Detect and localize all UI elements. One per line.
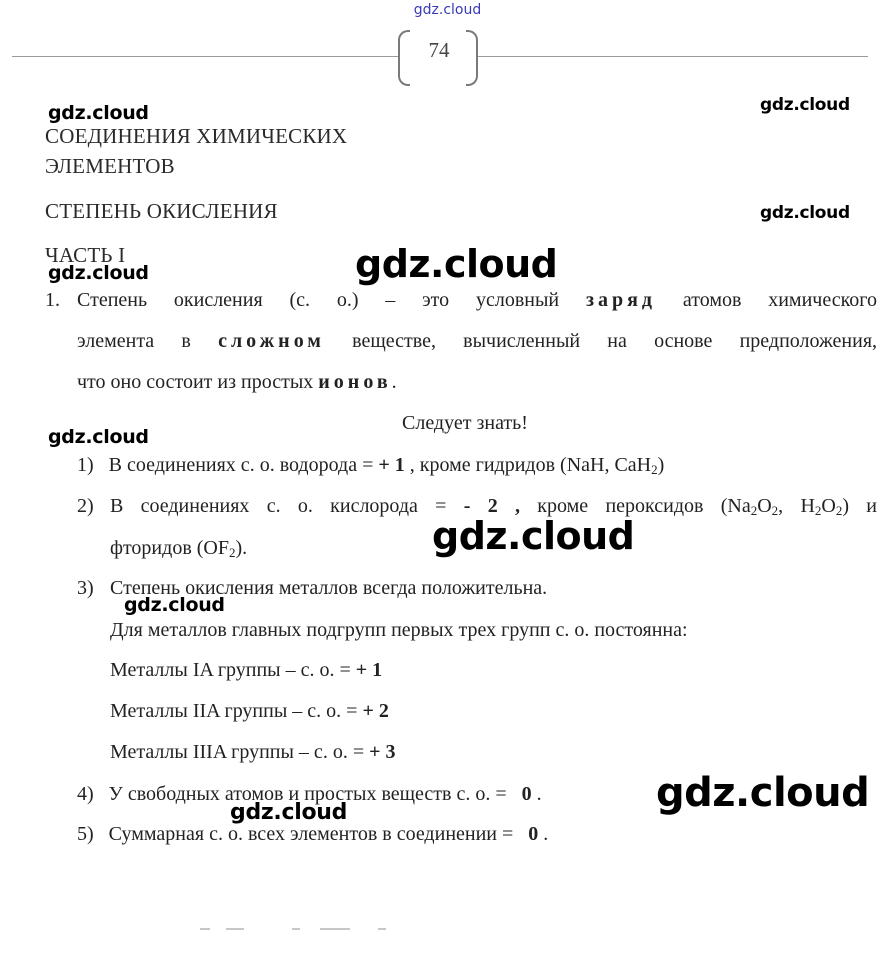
rule-4: 4) У свободных атомов и простых веществ с. о. = 0 . — [77, 783, 542, 805]
rule-3-line1: Степень окисления металлов всегда положительна. — [110, 577, 548, 599]
chapter-title-line1: СОЕДИНЕНИЯ ХИМИЧЕСКИХ — [45, 124, 348, 148]
task-number: 1. — [45, 289, 60, 311]
notice-heading: Следует знать! — [402, 412, 528, 434]
rule-5: 5) Суммарная с. о. всех элементов в соединении = 0 . — [77, 823, 549, 845]
task1-line2: элемента в сложном веществе, вычисленный на основе предположения, — [77, 330, 878, 352]
watermark: gdz.cloud — [760, 95, 850, 115]
answer-blank-3: ионов — [318, 371, 392, 393]
scan-artifact — [200, 928, 400, 936]
answer-blank-1: заряд — [585, 289, 657, 311]
rule-3-group-iiia: Металлы IIIA группы – с. о. = + 3 — [110, 741, 396, 763]
rule-2-line1: В соединениях с. о. кислорода = - 2 , кроме пероксидов ($Na_2O_2$, $H_2O_2$) и — [110, 495, 878, 518]
watermark: gdz.cloud — [432, 514, 635, 558]
part-title: ЧАСТЬ I — [45, 243, 126, 267]
rule-3-number: 3) — [77, 577, 94, 599]
rule-3-line2: Для металлов главных подгрупп первых трех групп с. о. постоянна: — [110, 619, 688, 641]
section-title: СТЕПЕНЬ ОКИСЛЕНИЯ — [45, 199, 278, 223]
watermark: gdz.cloud — [760, 203, 850, 223]
watermark: gdz.cloud — [230, 800, 348, 825]
answer-blank-4: 0 — [521, 783, 532, 805]
task1-line1: Степень окисления (с. о.) – это условный заряд атомов химического — [77, 289, 878, 311]
rule-3-group-iia: Металлы IIA группы – с. о. = + 2 — [110, 700, 389, 722]
watermark: gdz.cloud — [48, 262, 149, 284]
rule-2-line2: фторидов $(OF_2)$. — [110, 537, 248, 560]
rule-2-number: 2) — [77, 495, 94, 517]
watermark: gdz.cloud — [124, 594, 225, 616]
page-number: 74 — [428, 38, 450, 62]
rule-1: 1) В соединениях с. о. водорода = + 1 , кроме гидридов (NaH, CaH$_2$) — [77, 454, 665, 477]
task1-line3: что оно состоит из простых ионов. — [77, 371, 397, 393]
chapter-title-line2: ЭЛЕМЕНТОВ — [45, 154, 175, 178]
site-label-top: gdz.cloud — [413, 2, 482, 18]
answer-blank-2: сложном — [218, 330, 325, 352]
rule-3-group-ia: Металлы IA группы – с. о. = + 1 — [110, 659, 383, 681]
watermark: gdz.cloud — [48, 102, 149, 124]
answer-blank-5: 0 — [528, 823, 539, 845]
watermark: gdz.cloud — [48, 426, 149, 448]
watermark: gdz.cloud — [355, 242, 558, 286]
watermark: gdz.cloud — [656, 770, 870, 816]
